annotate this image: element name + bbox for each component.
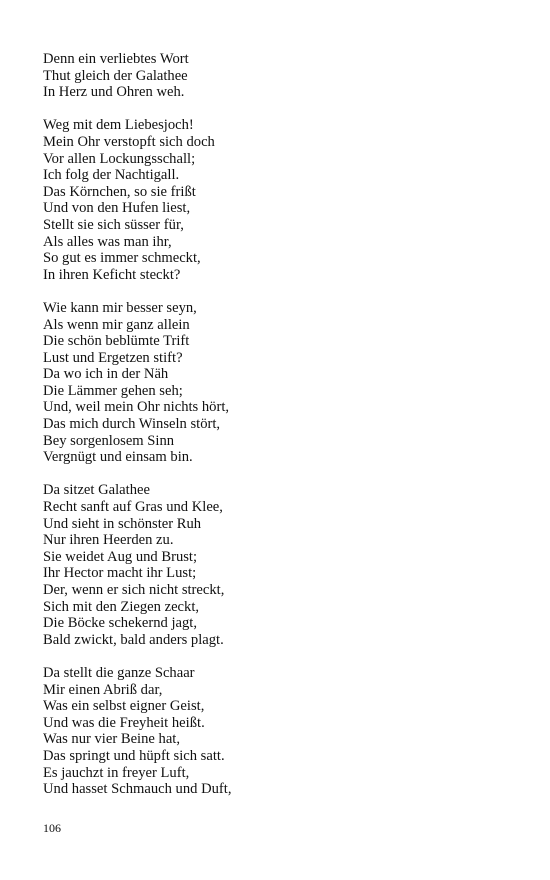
poem-line: Und hasset Schmauch und Duft, (43, 781, 232, 798)
poem-line: Mir einen Abriß dar, (43, 681, 163, 698)
poem-line: Recht sanft auf Gras und Klee, (43, 499, 223, 516)
poem-line: Was nur vier Beine hat, (43, 731, 181, 748)
poem-line: Bey sorgenlosem Sinn (43, 432, 175, 449)
poem-line: Und, weil mein Ohr nichts hört, (43, 399, 230, 416)
poem-line: Da stellt die ganze Schaar (43, 664, 195, 681)
poem-text (43, 51, 513, 814)
poem-line: Und sieht in schönster Ruh (43, 515, 202, 532)
poem-line: Mein Ohr verstopft sich doch (43, 133, 215, 150)
poem-line: Da wo ich in der Näh (43, 366, 169, 383)
poem-line: Es jauchzt in freyer Luft, (43, 764, 190, 781)
poem-line: Thut gleich der Galathee (43, 67, 188, 84)
poem-line: Die Böcke schekernd jagt, (43, 615, 197, 632)
poem-line: In ihren Keficht steckt? (43, 266, 181, 283)
poem-line: Und von den Hufen liest, (43, 200, 191, 217)
stanza-5 (43, 665, 513, 798)
poem-line: Als wenn mir ganz allein (43, 316, 190, 333)
poem-line: Die schön beblümte Trift (43, 333, 190, 350)
poem-line: Vergnügt und einsam bin. (43, 449, 193, 466)
poem-line: Und was die Freyheit heißt. (43, 714, 205, 731)
poem-line: Als alles was man ihr, (43, 233, 172, 250)
poem-line: Sie weidet Aug und Brust; (43, 548, 198, 565)
stanza-3 (43, 300, 513, 466)
poem-line: In Herz und Ohren weh. (43, 84, 185, 101)
poem-line: Lust und Ergetzen stift? (43, 349, 183, 366)
poem-line: Die Lämmer gehen seh; (43, 382, 183, 399)
stanza-4 (43, 482, 513, 648)
poem-line: Stellt sie sich süsser für, (43, 216, 184, 233)
poem-line: Denn ein verliebtes Wort (43, 51, 189, 67)
poem-line: Was ein selbst eigner Geist, (43, 698, 205, 715)
poem-line: Der, wenn er sich nicht streckt, (43, 582, 225, 598)
poem-line: Sich mit den Ziegen zeckt, (43, 598, 200, 615)
poem-line: Da sitzet Galathee (43, 482, 150, 499)
poem-line: Bald zwickt, bald anders plagt. (43, 631, 224, 648)
poem-line: Das springt und hüpft sich satt. (43, 747, 225, 764)
poem-line: Das Körnchen, so sie frißt (43, 183, 196, 200)
poem-line: Nur ihren Heerden zu. (43, 532, 174, 549)
poem-line: Weg mit dem Liebesjoch! (43, 117, 194, 134)
poem-line: Wie kann mir besser seyn, (43, 299, 197, 316)
poem-line: Das mich durch Winseln stört, (43, 416, 221, 433)
poem-line: So gut es immer schmeckt, (43, 250, 201, 267)
poem-line: Ich folg der Nachtigall. (43, 167, 180, 184)
stanza-2 (43, 117, 513, 283)
stanza-1 (43, 51, 513, 101)
poem-line: Vor allen Lockungsschall; (43, 150, 196, 167)
poem-line: Ihr Hector macht ihr Lust; (43, 565, 197, 582)
page-number: 106 (43, 821, 61, 835)
